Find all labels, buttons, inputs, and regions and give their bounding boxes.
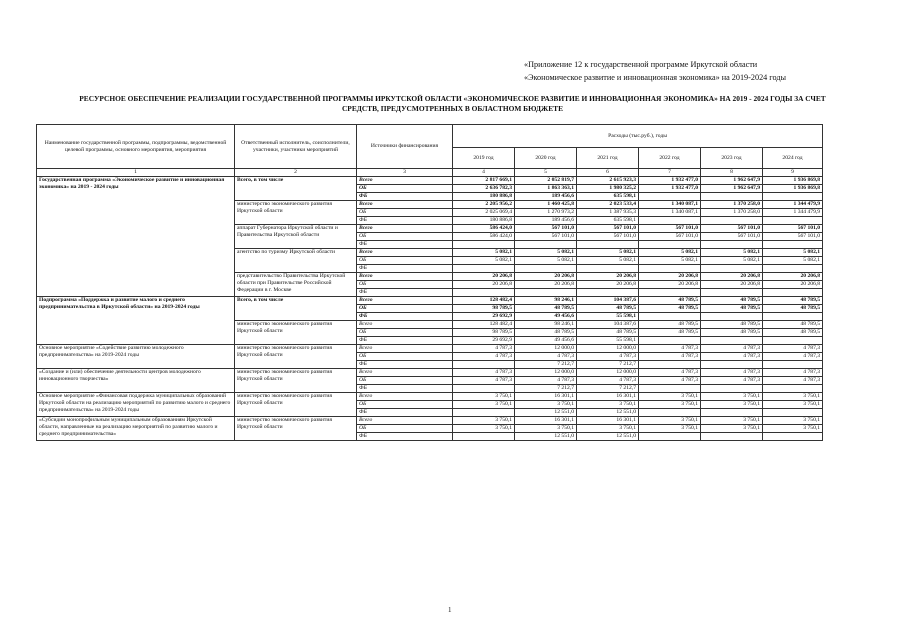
- table-row: [37, 417, 823, 425]
- value-cell: 98 246,1: [515, 297, 577, 305]
- value-cell: 4 787,3: [701, 377, 763, 385]
- funding-source-cell: ОБ: [357, 377, 453, 385]
- year-header: 2020 год: [515, 148, 577, 169]
- funding-source-cell: ОБ: [357, 209, 453, 217]
- program-name-cell: «Создание и (или) обеспечение деятельности центров молодежного инновационного творчества»: [37, 369, 235, 393]
- year-header: 2022 год: [639, 148, 701, 169]
- value-cell: 20 206,8: [763, 281, 823, 289]
- value-cell: 98 789,5: [453, 329, 515, 337]
- value-cell: 49 456,6: [515, 313, 577, 321]
- value-cell: 5 082,1: [515, 257, 577, 265]
- value-cell: 5 082,1: [515, 249, 577, 257]
- value-cell: 20 206,8: [453, 281, 515, 289]
- funding-source-cell: ОБ: [357, 353, 453, 361]
- header-row: [37, 125, 823, 148]
- value-cell: 3 750,1: [453, 425, 515, 433]
- value-cell: 1 936 869,8: [763, 185, 823, 193]
- executor-cell: Всего, в том числе: [235, 177, 357, 201]
- value-cell: 5 082,1: [577, 257, 639, 265]
- value-cell: 48 789,5: [701, 329, 763, 337]
- value-cell: 2 025 069,4: [453, 209, 515, 217]
- funding-source-cell: ОБ: [357, 233, 453, 241]
- value-cell: [763, 241, 823, 249]
- value-cell: 48 789,5: [639, 297, 701, 305]
- value-cell: 20 206,8: [515, 281, 577, 289]
- value-cell: 5 082,1: [639, 249, 701, 257]
- column-index: 4: [453, 169, 515, 177]
- executor-cell: министерство экономического развития Иркутской области: [235, 321, 357, 345]
- value-cell: 1 370 258,0: [701, 201, 763, 209]
- value-cell: 1 863 363,1: [515, 185, 577, 193]
- value-cell: 3 750,1: [639, 393, 701, 401]
- value-cell: 3 750,1: [453, 393, 515, 401]
- document-title: [20, 94, 885, 114]
- value-cell: [639, 433, 701, 441]
- value-cell: 1 962 647,9: [701, 185, 763, 193]
- col-exec-header: Ответственный исполнитель, соисполнители, участники, участники мероприятий: [235, 125, 357, 169]
- funding-source-cell: Всего: [357, 345, 453, 353]
- value-cell: 5 082,1: [701, 257, 763, 265]
- value-cell: 3 750,1: [763, 417, 823, 425]
- value-cell: [453, 265, 515, 273]
- value-cell: 55 598,1: [577, 313, 639, 321]
- column-index: 7: [639, 169, 701, 177]
- value-cell: 48 789,5: [701, 321, 763, 329]
- value-cell: 3 750,1: [701, 393, 763, 401]
- funding-source-cell: ОБ: [357, 185, 453, 193]
- value-cell: 20 206,8: [577, 273, 639, 281]
- funding-source-cell: ОБ: [357, 401, 453, 409]
- value-cell: 20 206,8: [701, 273, 763, 281]
- column-index: 9: [763, 169, 823, 177]
- value-cell: 2 636 782,3: [453, 185, 515, 193]
- value-cell: 4 787,3: [453, 369, 515, 377]
- value-cell: 4 787,3: [701, 345, 763, 353]
- year-header: 2021 год: [577, 148, 639, 169]
- value-cell: 20 206,8: [639, 273, 701, 281]
- funding-source-cell: ФБ: [357, 361, 453, 369]
- value-cell: 4 787,3: [763, 377, 823, 385]
- value-cell: 55 598,1: [577, 337, 639, 345]
- executor-cell: аппарат Губернатора Иркутской области и Правительства Иркутской области: [235, 225, 357, 249]
- value-cell: 3 750,1: [453, 417, 515, 425]
- title-line-1: РЕСУРСНОЕ ОБЕСПЕЧЕНИЕ РЕАЛИЗАЦИИ ГОСУДАРСТВЕННОЙ ПРОГРАММЫ ИРКУТСКОЙ ОБЛАСТИ «ЭКОНОМИЧЕСКОЕ РАЗВИТИЕ И ИННОВАЦИОННАЯ ЭКОНОМИКА» НА 2019 - 2024 ГОДЫ ЗА СЧЕТ: [79, 94, 826, 103]
- value-cell: 16 301,1: [577, 393, 639, 401]
- value-cell: 567 101,0: [701, 233, 763, 241]
- value-cell: 3 750,1: [763, 425, 823, 433]
- value-cell: [515, 241, 577, 249]
- value-cell: [577, 265, 639, 273]
- value-cell: 5 082,1: [763, 249, 823, 257]
- value-cell: [701, 361, 763, 369]
- value-cell: 12 000,0: [515, 369, 577, 377]
- value-cell: 1 344 479,9: [763, 201, 823, 209]
- value-cell: [701, 265, 763, 273]
- funding-source-cell: ОБ: [357, 425, 453, 433]
- funding-source-cell: ФБ: [357, 241, 453, 249]
- value-cell: 180 886,8: [453, 193, 515, 201]
- value-cell: [639, 289, 701, 297]
- value-cell: 48 789,5: [577, 305, 639, 313]
- value-cell: 2 205 956,2: [453, 201, 515, 209]
- value-cell: 12 551,0: [515, 433, 577, 441]
- executor-cell: министерство экономического развития Иркутской области: [235, 417, 357, 441]
- value-cell: [639, 385, 701, 393]
- value-cell: [453, 385, 515, 393]
- value-cell: 4 787,3: [763, 345, 823, 353]
- value-cell: 5 082,1: [639, 257, 701, 265]
- value-cell: 2 052 819,7: [515, 177, 577, 185]
- value-cell: 7 212,7: [577, 385, 639, 393]
- value-cell: [763, 265, 823, 273]
- column-index: 2: [235, 169, 357, 177]
- value-cell: 567 101,0: [639, 233, 701, 241]
- funding-source-cell: Всего: [357, 321, 453, 329]
- value-cell: [701, 409, 763, 417]
- funding-source-cell: Всего: [357, 273, 453, 281]
- appendix-line-1: «Приложение 12 к государственной программе Иркутской области: [524, 60, 758, 69]
- funding-source-cell: ФБ: [357, 337, 453, 345]
- value-cell: [763, 361, 823, 369]
- funding-source-cell: ФБ: [357, 313, 453, 321]
- value-cell: [763, 217, 823, 225]
- value-cell: 3 750,1: [763, 401, 823, 409]
- value-cell: [453, 361, 515, 369]
- value-cell: 1 932 477,0: [639, 177, 701, 185]
- value-cell: [763, 193, 823, 201]
- col-expenses-header: Расходы (тыс.руб.), годы: [453, 125, 823, 148]
- value-cell: 48 789,5: [701, 305, 763, 313]
- year-header: 2024 год: [763, 148, 823, 169]
- value-cell: 7 212,7: [515, 385, 577, 393]
- funding-source-cell: ОБ: [357, 257, 453, 265]
- year-header: 2023 год: [701, 148, 763, 169]
- value-cell: 4 787,3: [515, 377, 577, 385]
- value-cell: 48 789,5: [763, 305, 823, 313]
- value-cell: 1 932 477,0: [639, 185, 701, 193]
- value-cell: 3 750,1: [577, 401, 639, 409]
- funding-source-cell: Всего: [357, 297, 453, 305]
- value-cell: 12 551,0: [515, 409, 577, 417]
- value-cell: [639, 241, 701, 249]
- value-cell: [515, 265, 577, 273]
- value-cell: [701, 313, 763, 321]
- funding-source-cell: Всего: [357, 369, 453, 377]
- value-cell: 2 615 923,3: [577, 177, 639, 185]
- col-source-header: Источники финансирования: [357, 125, 453, 169]
- value-cell: 4 787,3: [453, 377, 515, 385]
- value-cell: [453, 241, 515, 249]
- value-cell: 586 424,0: [453, 233, 515, 241]
- funding-source-cell: ОБ: [357, 305, 453, 313]
- value-cell: 20 206,8: [639, 281, 701, 289]
- appendix-note: [524, 58, 786, 84]
- funding-source-cell: ФБ: [357, 433, 453, 441]
- value-cell: 12 551,0: [577, 433, 639, 441]
- funding-source-cell: ФБ: [357, 409, 453, 417]
- value-cell: [577, 241, 639, 249]
- value-cell: 48 789,5: [515, 305, 577, 313]
- value-cell: 567 101,0: [515, 233, 577, 241]
- funding-source-cell: ОБ: [357, 281, 453, 289]
- year-header: 2019 год: [453, 148, 515, 169]
- value-cell: 20 206,8: [577, 281, 639, 289]
- value-cell: 29 692,9: [453, 313, 515, 321]
- value-cell: 104 387,6: [577, 297, 639, 305]
- value-cell: 128 482,4: [453, 297, 515, 305]
- value-cell: 7 212,7: [577, 361, 639, 369]
- column-index: 1: [37, 169, 235, 177]
- value-cell: 635 598,1: [577, 193, 639, 201]
- value-cell: 98 789,5: [453, 305, 515, 313]
- value-cell: [453, 409, 515, 417]
- program-name-cell: «Субсидии монопрофильным муниципальным образованиям Иркутской области, направленные на реализацию мероприятий по развитию малого и среднего предпринимательства»: [37, 417, 235, 441]
- value-cell: [701, 193, 763, 201]
- value-cell: 4 787,3: [763, 369, 823, 377]
- value-cell: [453, 289, 515, 297]
- value-cell: 20 206,8: [763, 273, 823, 281]
- value-cell: 48 789,5: [763, 297, 823, 305]
- program-name-cell: Государственная программа «Экономическое развитие и инновационная экономика» на 2019 - 2024 годы: [37, 177, 235, 297]
- funding-source-cell: ОБ: [357, 329, 453, 337]
- value-cell: [577, 289, 639, 297]
- value-cell: 3 750,1: [577, 425, 639, 433]
- value-cell: 2 817 669,1: [453, 177, 515, 185]
- col-name-header: Наименование государственной программы, подпрограммы, ведомственной целевой программы, основного мероприятия, мероприятия: [37, 125, 235, 169]
- value-cell: 586 424,0: [453, 225, 515, 233]
- value-cell: 2 023 533,4: [577, 201, 639, 209]
- value-cell: 20 206,8: [701, 281, 763, 289]
- program-name-cell: Подпрограмма «Поддержка и развитие малого и среднего предпринимательства в Иркутской области» на 2019-2024 годы: [37, 297, 235, 345]
- value-cell: 48 789,5: [515, 329, 577, 337]
- funding-source-cell: Всего: [357, 225, 453, 233]
- value-cell: 4 787,3: [453, 353, 515, 361]
- funding-source-cell: Всего: [357, 417, 453, 425]
- value-cell: 3 750,1: [701, 401, 763, 409]
- column-index: 6: [577, 169, 639, 177]
- title-line-2: СРЕДСТВ, ПРЕДУСМОТРЕННЫХ В ОБЛАСТНОМ БЮДЖЕТЕ: [341, 104, 564, 113]
- value-cell: 4 787,3: [639, 345, 701, 353]
- value-cell: 5 082,1: [701, 249, 763, 257]
- value-cell: [763, 289, 823, 297]
- executor-cell: министерство экономического развития Иркутской области: [235, 369, 357, 393]
- value-cell: 48 789,5: [763, 329, 823, 337]
- value-cell: 5 082,1: [453, 257, 515, 265]
- value-cell: 4 787,3: [701, 353, 763, 361]
- value-cell: [701, 217, 763, 225]
- value-cell: 48 789,5: [577, 329, 639, 337]
- value-cell: [639, 217, 701, 225]
- value-cell: [701, 433, 763, 441]
- value-cell: 1 270 973,2: [515, 209, 577, 217]
- value-cell: [515, 289, 577, 297]
- funding-source-cell: Всего: [357, 201, 453, 209]
- value-cell: 3 750,1: [639, 417, 701, 425]
- funding-source-cell: ФБ: [357, 193, 453, 201]
- value-cell: 48 789,5: [639, 329, 701, 337]
- value-cell: 1 460 425,8: [515, 201, 577, 209]
- executor-cell: представительство Правительства Иркутской области при Правительстве Российской Федерации в г. Москве: [235, 273, 357, 297]
- value-cell: 567 101,0: [639, 225, 701, 233]
- funding-source-cell: ФБ: [357, 265, 453, 273]
- table-row: [37, 369, 823, 377]
- value-cell: 49 456,6: [515, 337, 577, 345]
- executor-cell: агентство по туризму Иркутской области: [235, 249, 357, 273]
- value-cell: [453, 433, 515, 441]
- value-cell: 567 101,0: [577, 233, 639, 241]
- value-cell: 635 598,1: [577, 217, 639, 225]
- value-cell: 1 936 869,8: [763, 177, 823, 185]
- value-cell: 4 787,3: [577, 353, 639, 361]
- value-cell: 12 551,0: [577, 409, 639, 417]
- value-cell: 3 750,1: [639, 425, 701, 433]
- value-cell: 48 789,5: [701, 297, 763, 305]
- table-row: [37, 177, 823, 185]
- value-cell: 567 101,0: [701, 225, 763, 233]
- value-cell: [639, 313, 701, 321]
- value-cell: 16 301,1: [515, 417, 577, 425]
- value-cell: 1 344 479,9: [763, 209, 823, 217]
- value-cell: 128 482,4: [453, 321, 515, 329]
- value-cell: 180 886,8: [453, 217, 515, 225]
- value-cell: 12 000,0: [577, 345, 639, 353]
- value-cell: 1 962 647,9: [701, 177, 763, 185]
- value-cell: 4 787,3: [577, 377, 639, 385]
- value-cell: 48 789,5: [763, 321, 823, 329]
- value-cell: 104 387,6: [577, 321, 639, 329]
- value-cell: 16 301,1: [515, 393, 577, 401]
- funding-source-cell: Всего: [357, 177, 453, 185]
- value-cell: [763, 313, 823, 321]
- index-row: [37, 169, 823, 177]
- appendix-line-2: «Экономическое развитие и инновационная экономика» на 2019-2024 годы: [524, 73, 786, 82]
- value-cell: 4 787,3: [701, 369, 763, 377]
- value-cell: 567 101,0: [515, 225, 577, 233]
- column-index: 3: [357, 169, 453, 177]
- column-index: 5: [515, 169, 577, 177]
- value-cell: 20 206,8: [453, 273, 515, 281]
- value-cell: [639, 337, 701, 345]
- resource-table: [36, 124, 823, 441]
- value-cell: 3 750,1: [515, 425, 577, 433]
- value-cell: 1 370 258,0: [701, 209, 763, 217]
- value-cell: [763, 409, 823, 417]
- table-row: [37, 297, 823, 305]
- value-cell: 1 980 325,2: [577, 185, 639, 193]
- value-cell: [701, 289, 763, 297]
- value-cell: 3 750,1: [453, 401, 515, 409]
- value-cell: 1 387 935,3: [577, 209, 639, 217]
- funding-source-cell: ФБ: [357, 217, 453, 225]
- column-index: 8: [701, 169, 763, 177]
- value-cell: [763, 337, 823, 345]
- value-cell: 4 787,3: [639, 353, 701, 361]
- value-cell: 48 789,5: [639, 321, 701, 329]
- value-cell: 98 246,1: [515, 321, 577, 329]
- funding-source-cell: Всего: [357, 393, 453, 401]
- value-cell: 3 750,1: [515, 401, 577, 409]
- funding-source-cell: Всего: [357, 249, 453, 257]
- program-name-cell: Основное мероприятие «Содействие развитию молодежного предпринимательства» на 2019-2024 годы: [37, 345, 235, 369]
- value-cell: [701, 337, 763, 345]
- value-cell: 3 750,1: [763, 393, 823, 401]
- program-name-cell: Основное мероприятие «Финансовая поддержка муниципальных образований Иркутской области на реализацию мероприятий по развитию малого и среднего предпринимательства» на 2019-2024 годы: [37, 393, 235, 417]
- value-cell: 3 750,1: [701, 417, 763, 425]
- value-cell: 5 082,1: [453, 249, 515, 257]
- value-cell: 567 101,0: [763, 233, 823, 241]
- page-number: 1: [448, 606, 452, 614]
- value-cell: [639, 193, 701, 201]
- value-cell: 567 101,0: [577, 225, 639, 233]
- table-row: [37, 345, 823, 353]
- executor-cell: министерство экономического развития Иркутской области: [235, 201, 357, 225]
- value-cell: 1 340 087,1: [639, 201, 701, 209]
- executor-cell: Всего, в том числе: [235, 297, 357, 321]
- value-cell: 4 787,3: [453, 345, 515, 353]
- value-cell: 567 101,0: [763, 225, 823, 233]
- executor-cell: министерство экономического развития Иркутской области: [235, 345, 357, 369]
- value-cell: 20 206,8: [515, 273, 577, 281]
- value-cell: [639, 265, 701, 273]
- value-cell: 1 340 087,1: [639, 209, 701, 217]
- value-cell: 48 789,5: [639, 305, 701, 313]
- value-cell: 4 787,3: [639, 369, 701, 377]
- value-cell: 189 456,6: [515, 193, 577, 201]
- value-cell: [763, 385, 823, 393]
- value-cell: [701, 385, 763, 393]
- value-cell: [763, 433, 823, 441]
- value-cell: 4 787,3: [515, 353, 577, 361]
- value-cell: 12 000,0: [577, 369, 639, 377]
- value-cell: [639, 409, 701, 417]
- value-cell: 7 212,7: [515, 361, 577, 369]
- funding-source-cell: ФБ: [357, 289, 453, 297]
- executor-cell: министерство экономического развития Иркутской области: [235, 393, 357, 417]
- value-cell: 4 787,3: [639, 377, 701, 385]
- value-cell: 5 082,1: [763, 257, 823, 265]
- value-cell: 3 750,1: [639, 401, 701, 409]
- value-cell: 29 692,9: [453, 337, 515, 345]
- value-cell: [639, 361, 701, 369]
- value-cell: 3 750,1: [701, 425, 763, 433]
- value-cell: 189 456,6: [515, 217, 577, 225]
- value-cell: 5 082,1: [577, 249, 639, 257]
- table-row: [37, 393, 823, 401]
- value-cell: [701, 241, 763, 249]
- funding-source-cell: ФБ: [357, 385, 453, 393]
- value-cell: 12 000,0: [515, 345, 577, 353]
- value-cell: 16 301,1: [577, 417, 639, 425]
- value-cell: 4 787,3: [763, 353, 823, 361]
